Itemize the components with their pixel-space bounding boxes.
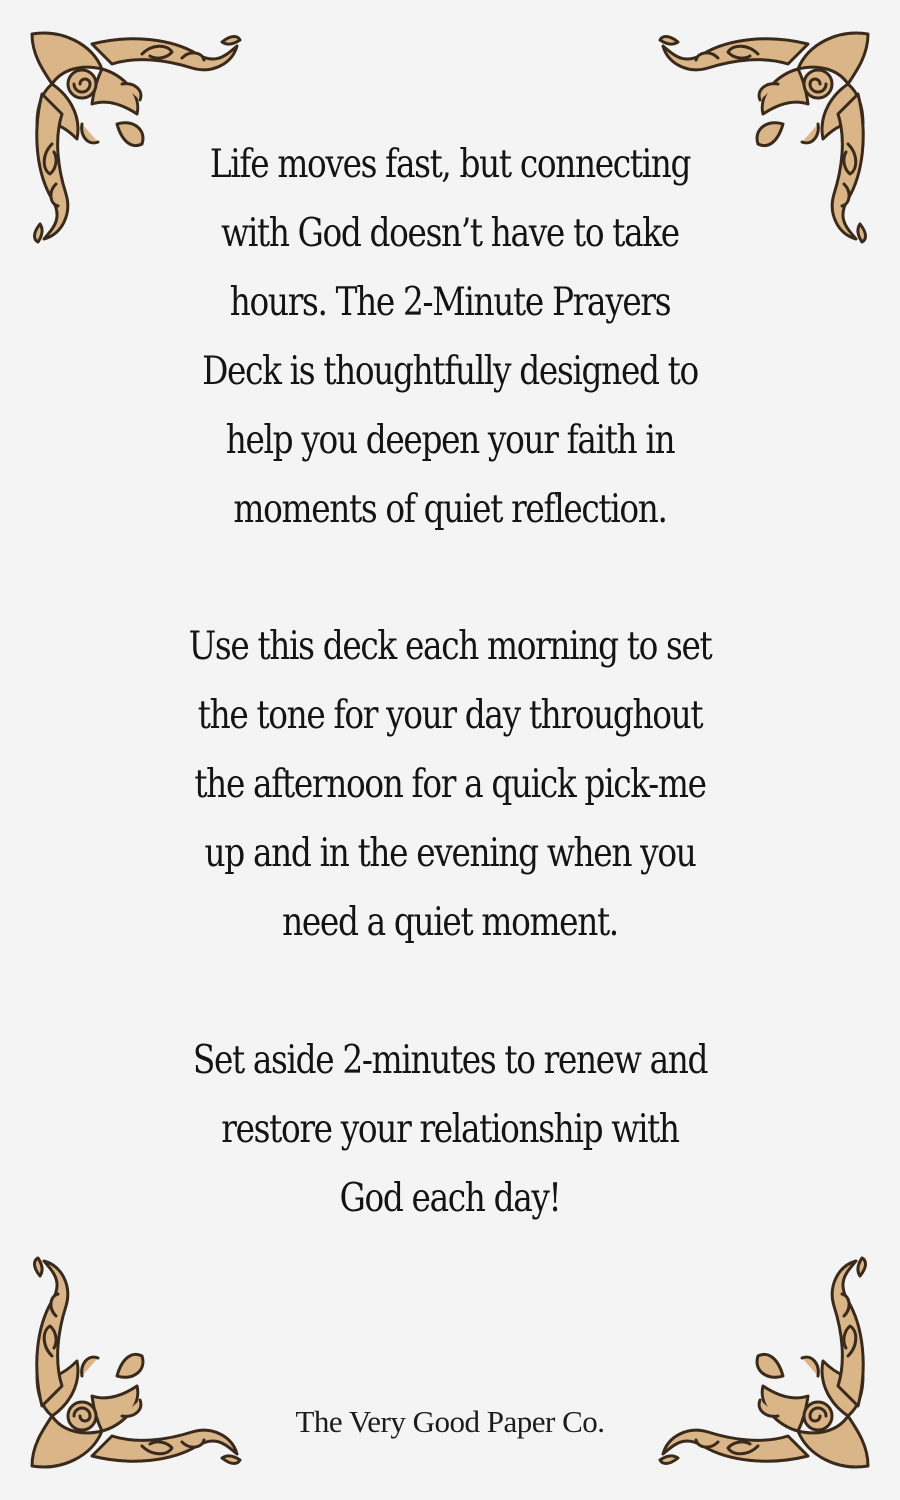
paragraph-closing [164,1026,735,1233]
text-line: hours. The 2-Minute Prayers [229,280,671,325]
text-line: Deck is thoughtfully designed to [202,349,698,394]
text-line: God each day! [339,1176,561,1221]
text-line: moments of quiet reflection. [233,487,667,532]
paragraph-usage [164,612,735,957]
text-line: up and in the evening when you [204,831,696,876]
text-line: restore your relationship with [221,1107,679,1152]
text-line: with God doesn’t have to take [221,211,679,256]
text-line: the tone for your day throughout [197,693,703,738]
text-line: the afternoon for a quick pick-me [194,762,706,807]
text-line: Set aside 2-minutes to renew and [192,1038,708,1083]
text-line: help you deepen your faith in [225,418,675,463]
brand-name: The Very Good Paper Co. [295,1404,605,1439]
ornament-corner-bottom-right-icon [658,1256,878,1476]
text-line: Life moves fast, but connecting [209,142,691,187]
text-line: need a quiet moment. [282,900,618,945]
ornament-corner-bottom-left-icon [22,1256,242,1476]
text-line: Use this deck each morning to set [188,624,712,669]
paragraph-intro [164,130,735,544]
